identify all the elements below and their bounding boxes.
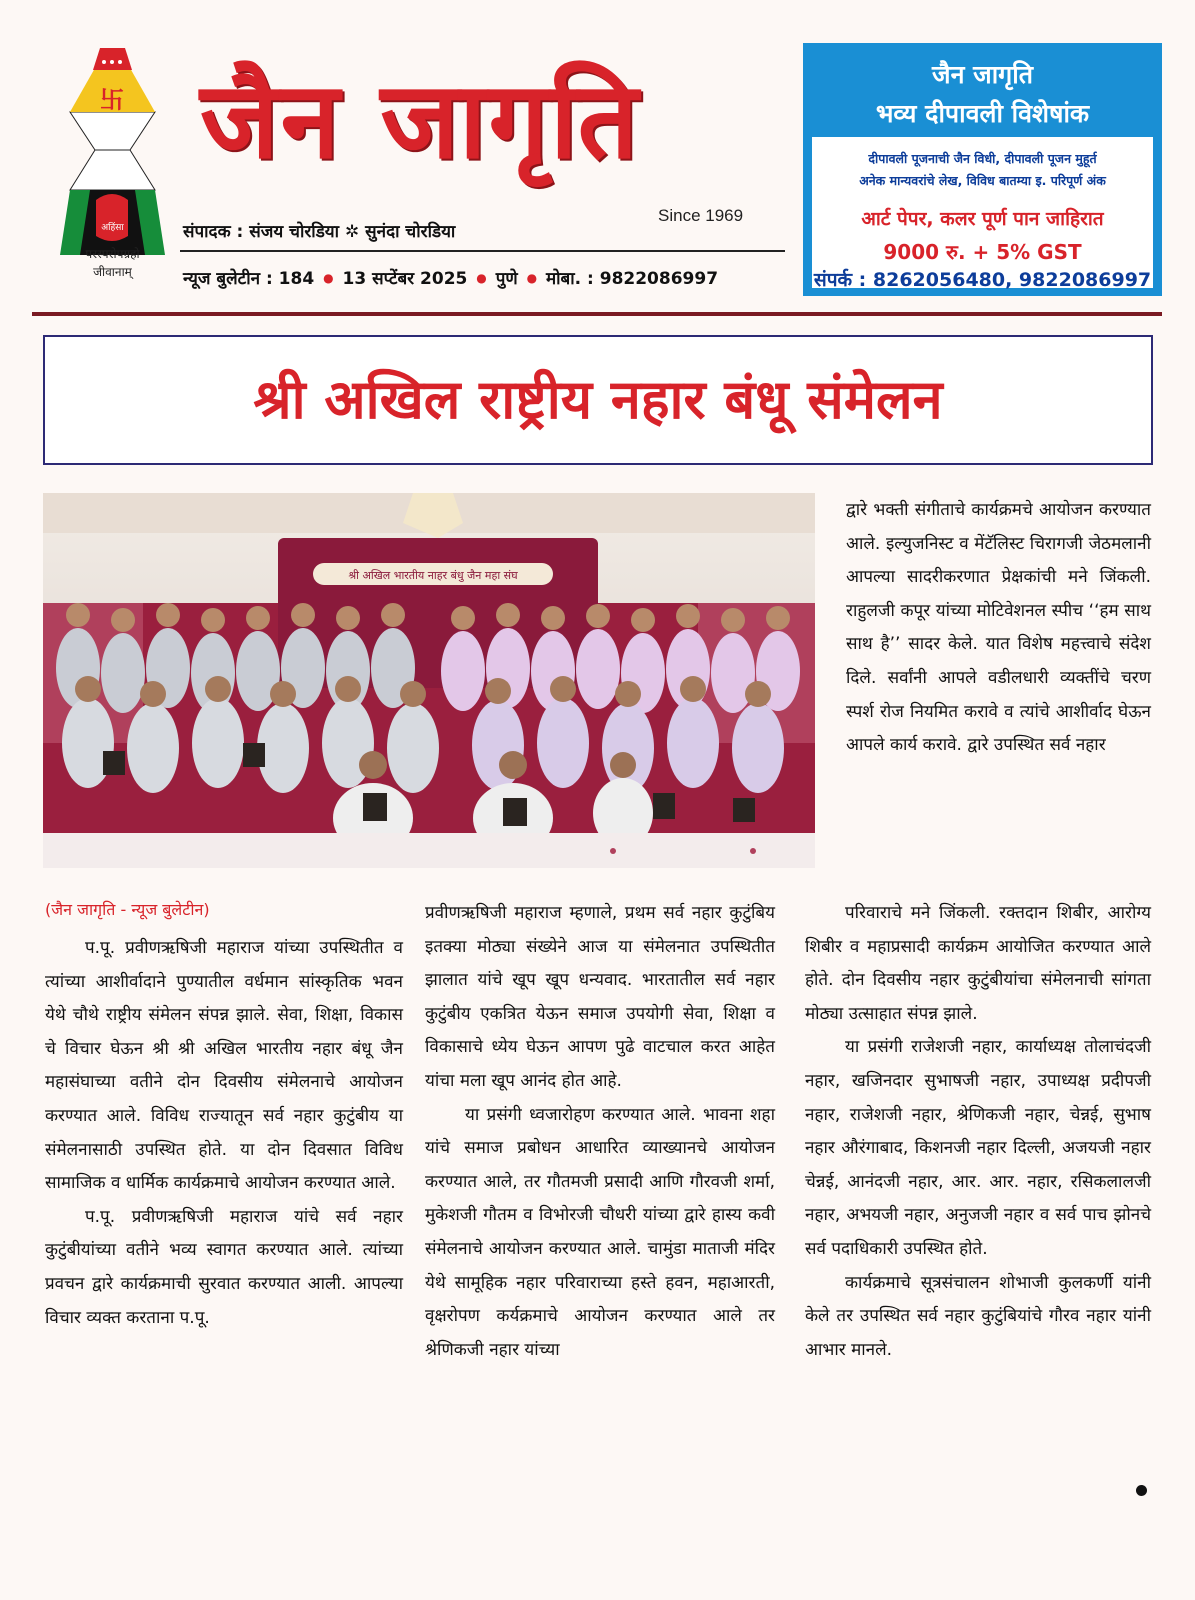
paragraph: प.पू. प्रवीणऋषिजी महाराज यांचे सर्व नहार कुटुंबीयांच्या वतीने भव्य स्वागत करण्यात आले. त्यांच्या प्रवचन द्वारे कार्यक्रमाची सुरवात करण्यात आली. आपल्या विचार व्यक्त करताना प.पू. <box>45 1206 403 1328</box>
logo-text: अहिंसा <box>101 223 124 233</box>
article-column-1 <box>45 932 403 1335</box>
banner-text: श्री अखिल भारतीय नाहर बंधु जैन महा संघ <box>348 569 518 582</box>
end-mark-icon <box>1136 1485 1147 1496</box>
editors-line: संपादक : संजय चोरडिया ✲ सुनंदा चोरडिया <box>183 222 456 242</box>
ad-header <box>812 51 1153 137</box>
bulletin-number: न्यूज बुलेटीन : 184 <box>183 269 315 289</box>
diwali-special-ad <box>803 43 1162 296</box>
article-column-2 <box>425 897 775 1367</box>
paragraph: कार्यक्रमाचे सूत्रसंचालन शोभाजी कुलकर्णी यांनी केले तर उपस्थित सर्व नहार कुटुंबियांचे गौरव नहार यांनी आभार मानले. <box>805 1272 1151 1360</box>
credit-line: (जैन जागृति - न्यूज बुलेटीन) <box>45 900 210 919</box>
headline-box <box>43 335 1153 465</box>
ad-line-1: दीपावली पूजनाची जैन विधी, दीपावली पूजन मुहूर्त <box>868 151 1097 166</box>
ad-title-1: जैन जागृति <box>932 60 1033 89</box>
ad-paper-line: आर्ट पेपर, कलर पूर्ण पान जाहिरात <box>861 208 1104 230</box>
top-rule <box>32 312 1162 316</box>
paragraph: या प्रसंगी राजेशजी नहार, कार्याध्यक्ष तोलाचंदजी नहार, खजिनदार सुभाषजी नहार, उपाध्यक्ष प्रदीपजी नहार, राजेशजी नहार, श्रेणिकजी नहार, चेन्नई, सुभाष नहार औरंगाबाद, किशनजी नहार दिल्ली, अजयजी नहार चेन्नई, आनंदजी नहार, आर. आर. नहार, रसिकलालजी नहार, अभयजी नहार, अनुजजी नहार व सर्व पाच झोनचे सर्व पदाधिकारी उपस्थित होते. <box>805 1037 1151 1259</box>
masthead-divider <box>180 250 785 252</box>
ad-price: 9000 रु. + 5% GST <box>883 240 1082 264</box>
motto <box>40 245 185 281</box>
ad-title-2: भव्य दीपावली विशेषांक <box>875 99 1090 128</box>
group-photo-image <box>43 493 815 868</box>
ad-line-2: अनेक मान्यवरांचे लेख, विविध बातम्या इ. परिपूर्ण अंक <box>859 173 1106 188</box>
newspaper-title: जैन जागृति <box>200 57 641 182</box>
issue-date: 13 सप्टेंबर 2025 <box>342 269 468 289</box>
paragraph: या प्रसंगी ध्वजारोहण करण्यात आले. भावना शहा यांचे समाज प्रबोधन आधारित व्याख्यानचे आयोजन करण्यात आले, तर गौतमजी प्रसादी आणि गौरवजी शर्मा, मुकेशजी गौतम व विभोरजी चौधरी यांच्या द्वारे हास्य कवी संमेलनाचे आयोजन करण्यात आले. चामुंडा माताजी मंदिर येथे सामूहिक नहार परिवाराच्या हस्ते हवन, महाआरती, वृक्षरोपण कर्यक्रमाचे आयोजन करण्यात आले तर श्रेणिकजी नहार यांच्या <box>425 1104 775 1360</box>
bullet-dot-icon: ● <box>526 271 538 285</box>
issue-city: पुणे <box>495 269 518 289</box>
ad-contact: संपर्क : 8262056480, 9822086997 <box>813 269 1152 291</box>
bullet-dot-icon: ● <box>323 271 334 285</box>
motto-line-1: परस्परोपग्रहो <box>85 247 140 261</box>
motto-line-2: जीवानाम् <box>93 265 132 279</box>
bulletin-line <box>183 266 718 289</box>
headline: श्री अखिल राष्ट्रीय नहार बंधू संमेलन <box>253 367 943 431</box>
mobile-number: मोबा. : 9822086997 <box>545 269 719 289</box>
ad-inner-box <box>810 49 1155 290</box>
bullet-dot-icon: ● <box>476 271 487 285</box>
paragraph: प.पू. प्रवीणऋषिजी महाराज यांच्या उपस्थितीत व त्यांच्या आशीर्वादाने पुण्यातील वर्धमान सांस्कृतिक भवन येथे चौथे राष्ट्रीय संमेलन संपन्न झाले. सेवा, शिक्षा, विकास चे विचार घेऊन श्री श्री अखिल भारतीय नहार बंधू जैन महासंघाच्या वतीने दोन दिवसीय संमेलनाचे आयोजन करण्यात आले. विविध राज्यातून सर्व नहार कुटुंबीय या संमेलनासाठी उपस्थित होते. या दोन दिवसात विविध सामाजिक व धार्मिक कार्यक्रमाचे आयोजन करण्यात आले. <box>45 938 403 1194</box>
paragraph: प्रवीणऋषिजी महाराज म्हणाले, प्रथम सर्व नहार कुटुंबिय इतक्या मोठ्या संख्येने आज या संमेलनात उपस्थितीत झालात यांचे खूप खूप धन्यवाद. भारतातील सर्व नहार कुटुंबीय एकत्रित येऊन समाज उपयोगी सेवा, शिक्षा व विकासाचे ध्येय घेऊन आपण पुढे वाटचाल करत आहेत यांचा मला खूप आनंद होत आहे. <box>425 903 775 1091</box>
group-photo <box>43 493 815 868</box>
since-year: Since 1969 <box>658 206 744 225</box>
article-column-3 <box>805 897 1151 1367</box>
paragraph: परिवाराचे मने जिंकली. रक्तदान शिबीर, आरोग्य शिबीर व महाप्रसादी कार्यक्रम आयोजित करण्यात आले होते. दोन दिवसीय नहार कुटुंबीयांचा संमेलनाची सांगता मोठ्या उत्साहात संपन्न झाले. <box>805 903 1151 1024</box>
svg-text:卐: 卐 <box>100 86 124 114</box>
article-column-right-top <box>846 494 1151 763</box>
paragraph: द्वारे भक्ती संगीताचे कार्यक्रमचे आयोजन करण्यात आले. इल्युजनिस्ट व मेंटॅलिस्ट चिरागजी जेठमलानी आपल्या सादरीकरणात प्रेक्षकांची मने जिंकली. राहुलजी कपूर यांच्या मोटिवेशनल स्पीच ‘‘हम साथ साथ है’’ सादर केले. यात विशेष महत्त्वाचे संदेश दिले. सर्वांनी आपले वडीलधारी व्यक्तींचे चरण स्पर्श रोज नियमित करावे व त्यांचे आशीर्वाद घेऊन आपले कार्य करावे. द्वारे उपस्थित सर्व नहार <box>846 500 1151 756</box>
